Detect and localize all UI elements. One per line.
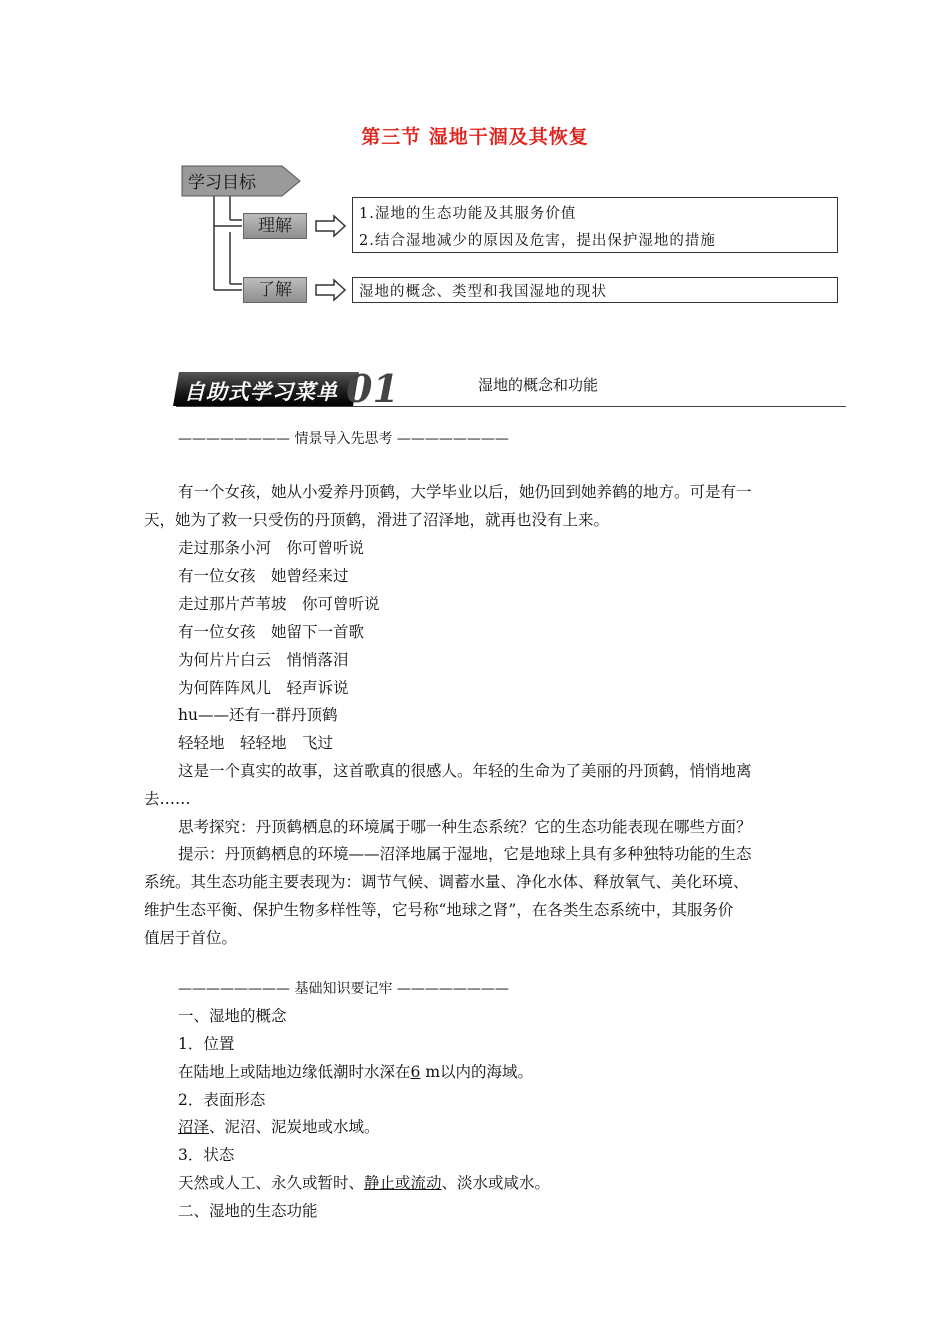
- basics-heading-1: 一、湿地的概念: [178, 1007, 287, 1025]
- basics-form: [178, 1115, 380, 1137]
- poem-line-1: 走过那条小河 你可曾听说: [178, 539, 365, 557]
- section-rule: [176, 406, 846, 407]
- section-banner-text: 自助式学习菜单: [184, 380, 338, 404]
- basics-sub-3: 3．状态: [178, 1146, 235, 1164]
- basics-sub-1: 1．位置: [178, 1035, 235, 1053]
- basics-sub-2: 2．表面形态: [178, 1091, 266, 1109]
- arrow-icon-2: [316, 280, 345, 300]
- diagram-connectors: [0, 0, 950, 320]
- basics-location: [178, 1060, 533, 1082]
- section-title: 湿地的概念和功能: [478, 376, 599, 394]
- hint-line-3: 维护生态平衡、保护生物多样性等，它号称“地球之肾”，在各类生态系统中，其服务价: [144, 901, 734, 919]
- understand-box: [352, 197, 838, 253]
- basics-state: [178, 1171, 550, 1193]
- form-post: 、泥沼、泥炭地或水域。: [209, 1118, 380, 1136]
- know-item-1: 湿地的概念、类型和我国湿地的现状: [359, 284, 607, 300]
- location-pre: 在陆地上或陆地边缘低潮时水深在: [178, 1063, 411, 1081]
- story-p2-line1: 这是一个真实的故事，这首歌真的很感人。年轻的生命为了美丽的丹顶鹤，悄悄地离: [178, 762, 752, 780]
- poem-line-8: 轻轻地 轻轻地 飞过: [178, 734, 334, 752]
- state-post: 、淡水或咸水。: [441, 1174, 551, 1192]
- story-p2-line2: 去……: [144, 790, 191, 808]
- poem-line-6: 为何阵阵风儿 轻声诉说: [178, 679, 349, 697]
- question: 思考探究：丹顶鹤栖息的环境属于哪一种生态系统？它的生态功能表现在哪些方面？: [178, 818, 752, 836]
- understand-item-1: 1.湿地的生态功能及其服务价值: [359, 206, 577, 222]
- poem-line-3: 走过那片芦苇坡 你可曾听说: [178, 595, 380, 613]
- divider-intro: ———————— 情景导入先思考 ————————: [178, 431, 509, 447]
- poem-line-7: hu——还有一群丹顶鹤: [178, 706, 338, 724]
- location-depth: 6: [410, 1063, 421, 1081]
- story-p1-line1: 有一个女孩，她从小爱养丹顶鹤，大学毕业以后，她仍回到她养鹤的地方。可是有一: [178, 483, 752, 501]
- location-post: m以内的海域。: [420, 1063, 534, 1081]
- poem-line-5: 为何片片白云 悄悄落泪: [178, 651, 349, 669]
- form-swamp: 沼泽: [178, 1118, 210, 1136]
- story-p1-line2: 天，她为了救一只受伤的丹顶鹤，滑进了沼泽地，就再也没有上来。: [144, 511, 610, 529]
- poem-line-2: 有一位女孩 她曾经来过: [178, 567, 349, 585]
- section-number: 01: [346, 366, 399, 411]
- state-pre: 天然或人工、永久或暂时、: [178, 1174, 365, 1192]
- poem-line-4: 有一位女孩 她留下一首歌: [178, 623, 365, 641]
- basics-heading-2: 二、湿地的生态功能: [178, 1202, 318, 1220]
- hint-line-2: 系统。其生态功能主要表现为：调节气候、调蓄水量、净化水体、释放氧气、美化环境、: [144, 873, 749, 891]
- divider-basics: ———————— 基础知识要记牢 ————————: [178, 981, 509, 997]
- understand-label: 理解: [243, 213, 307, 239]
- state-flow: 静止或流动: [364, 1174, 442, 1192]
- know-label: 了解: [243, 277, 307, 303]
- hint-line-4: 值居于首位。: [144, 929, 238, 947]
- arrow-icon-1: [316, 216, 345, 236]
- know-box: [352, 277, 838, 303]
- hint-line-1: 提示：丹顶鹤栖息的环境——沼泽地属于湿地，它是地球上具有多种独特功能的生态: [178, 845, 752, 863]
- page-title: 第三节 湿地干涸及其恢复: [361, 126, 589, 148]
- understand-item-2: 2.结合湿地减少的原因及危害，提出保护湿地的措施: [359, 233, 716, 249]
- objectives-header: 学习目标: [188, 173, 256, 193]
